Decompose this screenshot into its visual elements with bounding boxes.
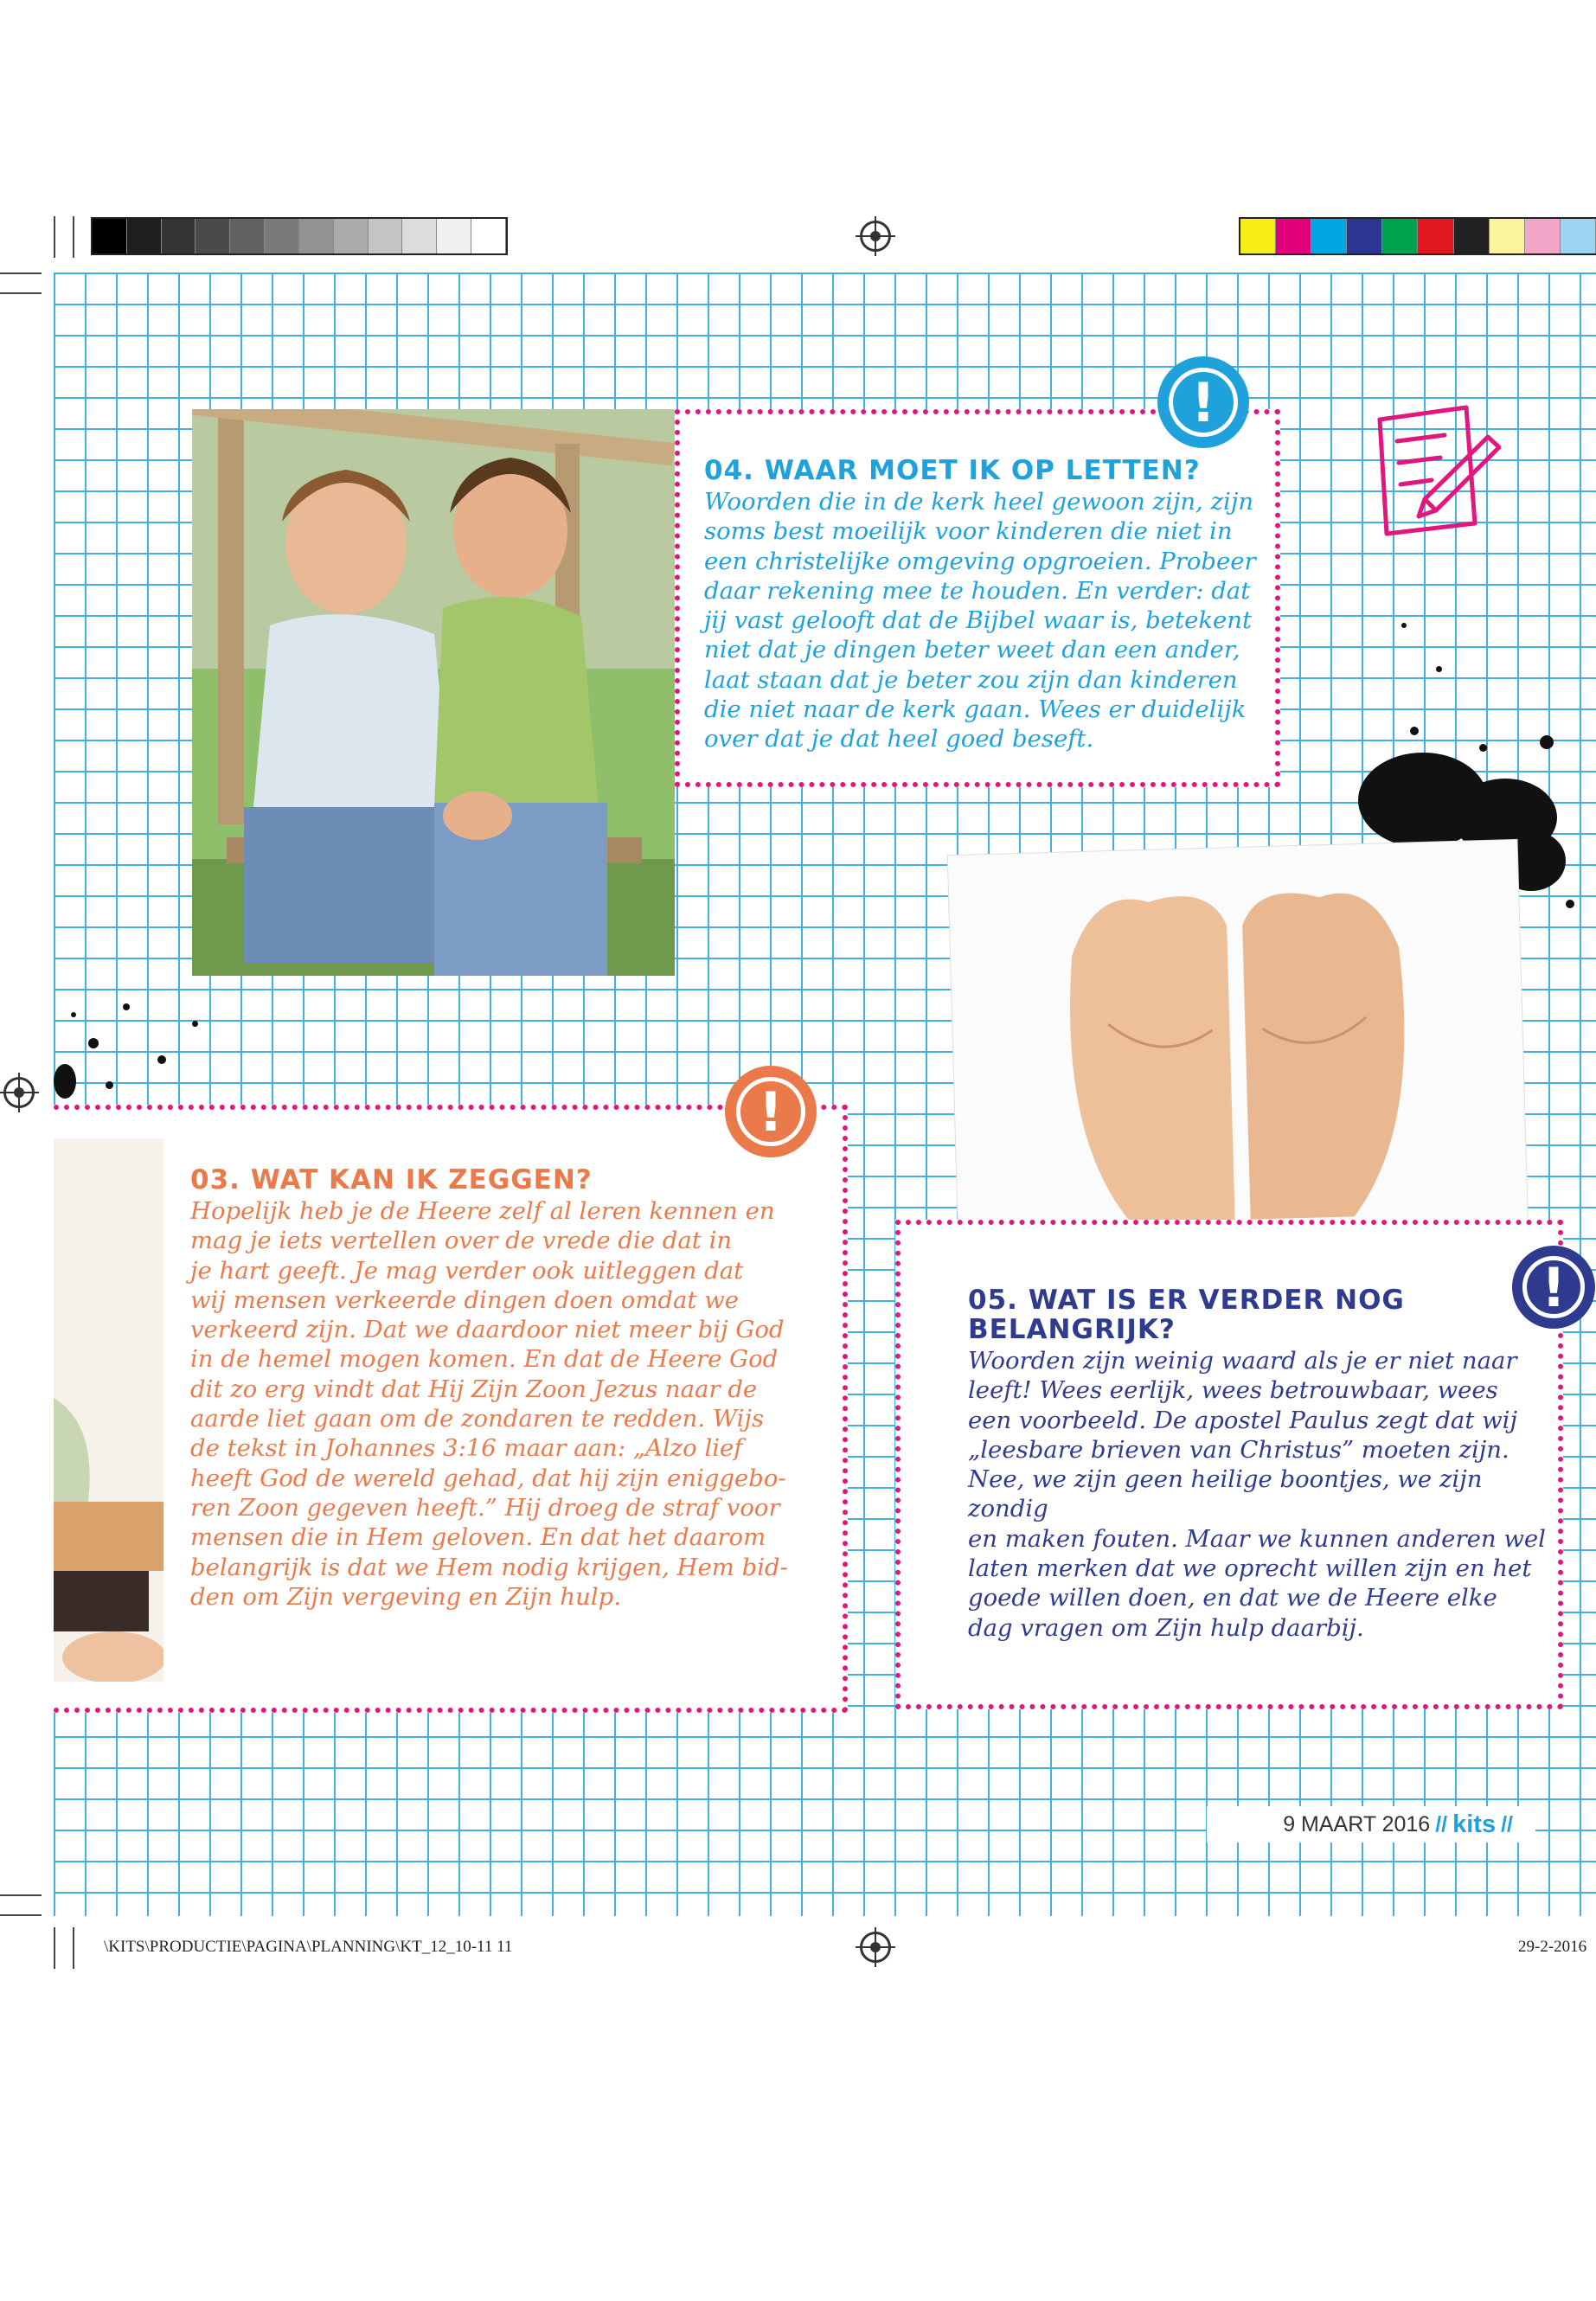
issue-date: 9 MAART 2016: [1283, 1811, 1431, 1836]
section-04-heading: 04. WAAR MOET IK OP LETTEN?: [704, 455, 1201, 486]
crop-mark: [73, 1927, 74, 1969]
color-swatch: [127, 219, 162, 253]
separator: //: [1435, 1811, 1448, 1836]
color-swatch: [402, 219, 437, 253]
photo-open-hands: [948, 840, 1528, 1249]
section-03-box: [54, 1105, 848, 1713]
color-swatch: [1382, 219, 1418, 253]
issue-date-tag: [1207, 1806, 1535, 1843]
color-swatch: [334, 219, 369, 253]
slug-date: 29-2-2016: [1518, 1938, 1587, 1956]
color-swatch: [93, 219, 127, 253]
crop-mark: [73, 216, 74, 258]
section-03-body: Hopelijk heb je de Heere zelf al leren kennen en mag je iets vertellen over de vrede die dat in je hart geeft. Je mag verder ook uitleggen dat wij mensen verkeerde dingen doen omdat we verkeerd zijn. Dat we daardoor niet meer bij God in de hemel mogen komen. En dat de Heere God dit zo erg vindt dat Hij Zijn Zoon Jezus naar de aarde liet gaan om de zondaren te redden. Wijs de tekst in Johannes 3:16 maar aan: „Alzo lief heeft God de wereld gehad, dat hij zijn eniggebo- ren Zoon gegeven heeft.” Hij droeg de straf voor mensen die in Hem geloven. En dat het daarom belangrijk is dat we Hem nodig krijgen, Hem bid- den om Zijn vergeving en Zijn hulp.: [190, 1197, 788, 1611]
color-swatch: [437, 219, 471, 253]
color-swatch: [1490, 219, 1525, 253]
crop-mark: [0, 292, 42, 294]
color-swatch: [1347, 219, 1382, 253]
crop-mark: [54, 1927, 55, 1969]
process-color-bar: [1239, 217, 1596, 255]
color-swatch: [1276, 219, 1311, 253]
color-swatch: [1454, 219, 1490, 253]
color-swatch: [471, 219, 506, 253]
crop-mark: [0, 272, 42, 274]
crop-mark: [0, 1894, 42, 1896]
photo-partial-person: [54, 1138, 163, 1682]
exclamation-icon: !: [1157, 356, 1249, 448]
section-03-heading: 03. WAT KAN IK ZEGGEN?: [190, 1164, 593, 1195]
color-swatch: [265, 219, 299, 253]
registration-mark-icon: [3, 1077, 35, 1108]
photo-two-boys: [192, 409, 675, 976]
color-swatch: [369, 219, 403, 253]
registration-mark-icon: [860, 221, 891, 252]
color-swatch: [162, 219, 196, 253]
color-swatch: [1561, 219, 1596, 253]
color-swatch: [1240, 219, 1276, 253]
exclamation-icon: !: [725, 1066, 817, 1157]
section-05-heading: 05. WAT IS ER VERDER NOG BELANGRIJK?: [968, 1285, 1405, 1345]
section-04-box: [675, 409, 1280, 787]
separator: //: [1501, 1811, 1513, 1836]
section-04-body: Woorden die in de kerk heel gewoon zijn, zijn soms best moeilijk voor kinderen die niet in een christelijke omgeving opgroeien. Probeer daar rekening mee te houden. En verder: dat jij vast gelooft dat de Bijbel waar is, betekent niet dat je dingen beter weet dan een ander, laat staan dat je beter zou zijn dan kinderen die niet naar de kerk gaan. Wees er duidelijk over dat je dat heel goed beseft.: [704, 488, 1256, 753]
registration-mark-icon: [860, 1932, 891, 1963]
slug-file-path: \KITS\PRODUCTIE\PAGINA\PLANNING\KT_12_10-11 11: [104, 1938, 513, 1956]
ink-splat-decoration: [54, 986, 244, 1107]
notepad-pencil-icon: [1371, 402, 1501, 541]
brand-name: kits: [1452, 1810, 1497, 1838]
exclamation-icon: !: [1512, 1246, 1595, 1329]
crop-mark: [0, 1914, 42, 1916]
color-swatch: [1525, 219, 1561, 253]
color-swatch: [230, 219, 265, 253]
grayscale-color-bar: [91, 217, 508, 255]
section-05-box: [895, 1220, 1563, 1709]
section-05-body: Woorden zijn weinig waard als je er niet naar leeft! Wees eerlijk, wees betrouwbaar, wees een voorbeeld. De apostel Paulus zegt dat wij „leesbare brieven van Christus” moeten zijn. Nee, we zijn geen heilige boontjes, we zijn zondig en maken fouten. Maar we kunnen anderen wel laten merken dat we oprecht willen zijn en het goede willen doen, en dat we de Heere elke dag vragen om Zijn hulp daarbij.: [968, 1347, 1546, 1642]
color-swatch: [195, 219, 230, 253]
color-swatch: [1418, 219, 1453, 253]
color-swatch: [1311, 219, 1347, 253]
crop-mark: [54, 216, 55, 258]
color-swatch: [299, 219, 334, 253]
